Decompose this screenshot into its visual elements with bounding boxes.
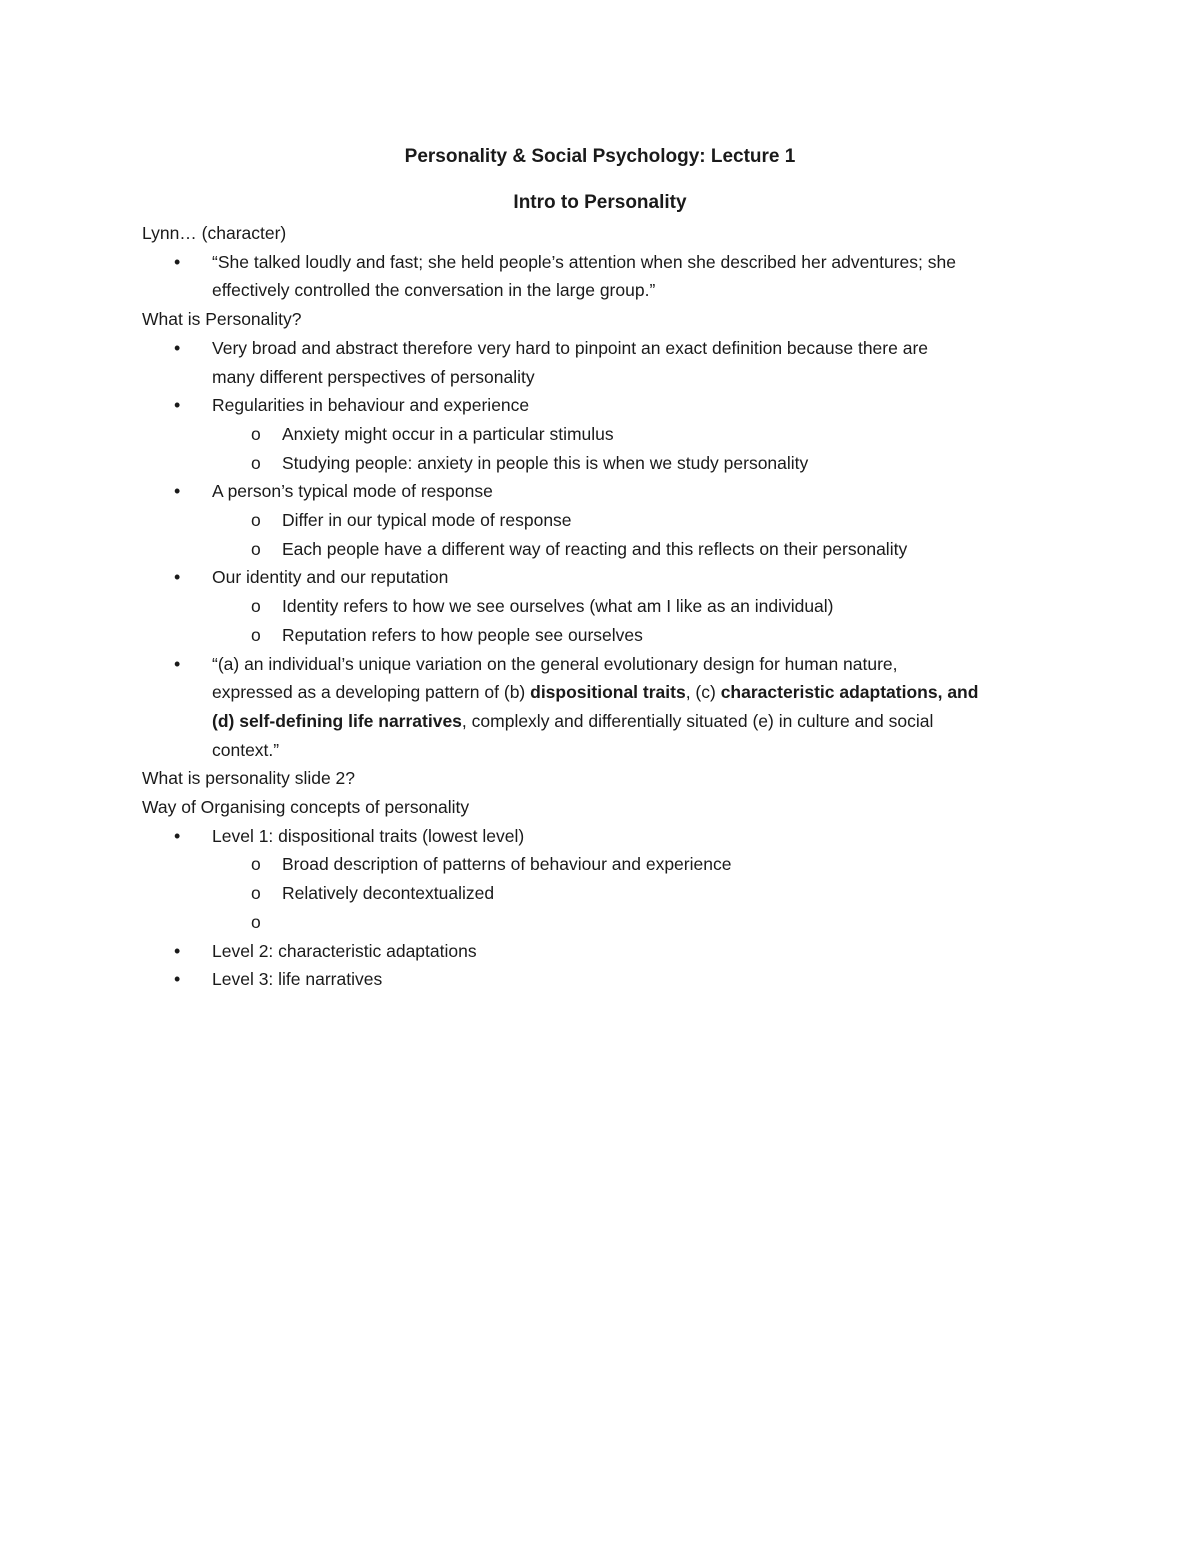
page-title: Personality & Social Psychology: Lecture 1 (404, 146, 796, 167)
circle-bullet-icon: o (251, 423, 261, 444)
bold-term: dispositional traits (530, 682, 686, 703)
list-item (142, 334, 1062, 363)
list-item (142, 650, 1062, 679)
list-item-text: Level 1: dispositional traits (lowest level) (212, 825, 525, 846)
bullet-icon: • (174, 940, 181, 961)
list-item (142, 822, 1062, 851)
section-heading: Way of Organising concepts of personality (142, 797, 470, 818)
sub-list-item (142, 535, 1062, 564)
sub-list-item-text: Identity refers to how we see ourselves (what am I like as an individual) (282, 596, 834, 617)
list-item (142, 563, 1062, 592)
sub-list-item (142, 850, 1062, 879)
list-item (142, 965, 1062, 994)
bullet-icon: • (174, 481, 181, 502)
list-item-continuation (142, 678, 1062, 707)
list-item-continuation: effectively controlled the conversation in the large group.” (212, 280, 656, 301)
sub-list-item-text: Studying people: anxiety in people this is when we study personality (282, 452, 809, 473)
list-item-text: “(a) an individual’s unique variation on the general evolutionary design for human nature, (212, 653, 898, 674)
sub-list-item-empty (142, 908, 1062, 937)
sub-list-item-text: Each people have a different way of reacting and this reflects on their personality (282, 538, 908, 559)
bold-term: (d) (212, 710, 240, 731)
list-item (142, 391, 1062, 420)
section-heading: What is Personality? (142, 309, 302, 330)
list-item-text: “She talked loudly and fast; she held people’s attention when she described her adventures; she (212, 251, 956, 272)
list-item (142, 477, 1062, 506)
text-run: , (c) (685, 682, 721, 703)
sub-list-item-text: Anxiety might occur in a particular stimulus (282, 423, 614, 444)
circle-bullet-icon: o (251, 538, 261, 559)
sub-list-item (142, 592, 1062, 621)
document-body (142, 219, 1062, 994)
text-run: , complexly and differentially situated (e) in culture and social (461, 710, 934, 731)
bullet-icon: • (174, 969, 181, 990)
bold-term: , and (937, 682, 979, 703)
list-item-text: Regularities in behaviour and experience (212, 395, 530, 416)
list-item-text: Very broad and abstract therefore very hard to pinpoint an exact definition because there are (212, 337, 929, 358)
list-item-text: Our identity and our reputation (212, 567, 449, 588)
list-item (142, 248, 1062, 277)
circle-bullet-icon: o (251, 452, 261, 473)
list-item-continuation (142, 707, 1062, 736)
bullet-icon: • (174, 653, 181, 674)
bullet-icon: • (174, 395, 181, 416)
sub-list-item (142, 420, 1062, 449)
sub-list-item-text: Reputation refers to how people see ourselves (282, 624, 643, 645)
sub-list-item (142, 621, 1062, 650)
list-item (142, 937, 1062, 966)
section-heading: What is personality slide 2? (142, 768, 356, 789)
text-run: expressed as a developing pattern of (b) (212, 682, 531, 703)
bullet-icon: • (174, 337, 181, 358)
circle-bullet-icon: o (251, 854, 261, 875)
bullet-icon: • (174, 567, 181, 588)
circle-bullet-icon: o (251, 624, 261, 645)
sub-list-item-text: Differ in our typical mode of response (282, 510, 572, 531)
sub-list-item-text: Relatively decontextualized (282, 883, 495, 904)
list-item-continuation: context.” (212, 739, 280, 760)
circle-bullet-icon: o (251, 596, 261, 617)
circle-bullet-icon: o (251, 510, 261, 531)
circle-bullet-icon: o (251, 911, 261, 932)
bullet-icon: • (174, 825, 181, 846)
page-subtitle: Intro to Personality (513, 192, 687, 213)
bullet-icon: • (174, 251, 181, 272)
text-line: Lynn… (character) (142, 223, 287, 243)
bold-term: self-defining life narratives (239, 710, 462, 731)
sub-list-item (142, 506, 1062, 535)
list-item-text: Level 2: characteristic adaptations (212, 940, 477, 961)
list-item-text: A person’s typical mode of response (212, 481, 493, 502)
sub-list-item (142, 879, 1062, 908)
list-item-continuation: many different perspectives of personality (212, 366, 535, 387)
sub-list-item (142, 449, 1062, 478)
sub-list-item-text: Broad description of patterns of behaviour and experience (282, 854, 732, 875)
circle-bullet-icon: o (251, 883, 261, 904)
list-item-text: Level 3: life narratives (212, 969, 383, 990)
bold-term: characteristic adaptations (720, 682, 938, 703)
